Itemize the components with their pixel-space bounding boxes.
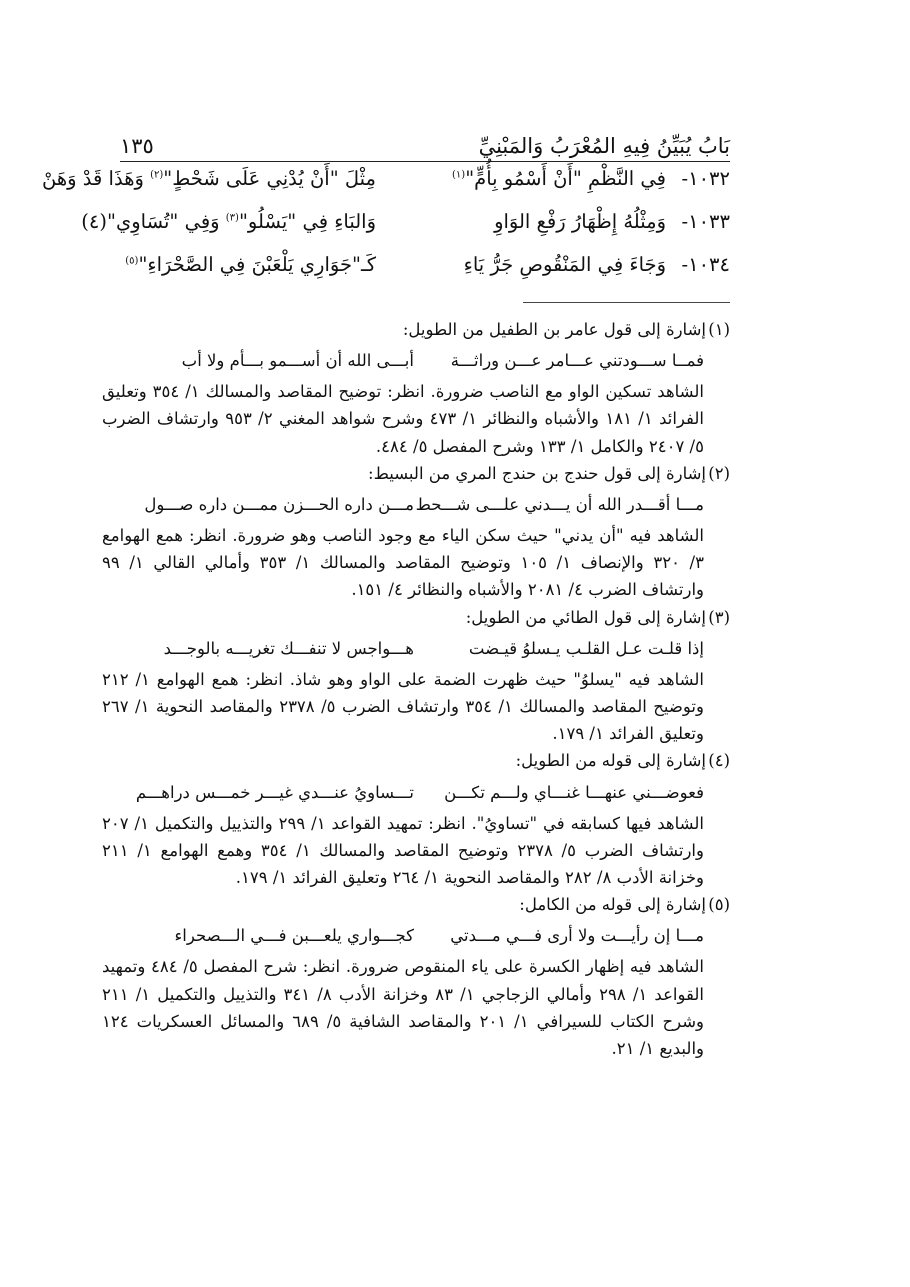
footnote-poem: فمــا ســـودتني عـــامر عـــن وراثـــة أبـــى الله أن أســـمو بـــأم ولا أب <box>181 351 704 371</box>
footnote-intro: إشارة إلى قول عامر بن الطفيل من الطويل: <box>402 320 706 339</box>
footnote <box>102 747 730 891</box>
footnote-text: الشاهد فيه "أن يدني" حيث سكن الياء مع وجود الناصب وهو ضرورة. انظر: همع الهوامع ٣/ ٣٢٠ والإنصاف ١/ ١٠٥ وتوضيح المقاصد والمسالك ١/ ٣٥٣ وأمالي القالي ١/ ٩٩ وارتشاف الضرب ٤/ ٢٠٨١ والأشباه والنظائر ٤/ ١٥١. <box>102 526 704 600</box>
verse-line <box>42 167 730 210</box>
footnote-text: الشاهد فيه إظهار الكسرة على ياء المنقوص ضرورة. انظر: شرح المفصل ٥/ ٤٨٤ وتمهيد القواعد ١/ ٢٩٨ وأمالي الزجاجي ١/ ٨٣ وخزانة الأدب ٨/ ٣٤١ والتذييل والتكميل ١/ ٢١١ وشرح الكتاب للسيرافي ١/ ٢٠١ والمقاصد الشافية ٥/ ٦٨٩ والمسائل العسكريات ١٢٤ والبديع ١/ ٢١. <box>102 957 704 1059</box>
footnote-text: الشاهد فيها كسابقه في "تساويُ". انظر: تمهيد القواعد ١/ ٢٩٩ والتذييل والتكميل ١/ ٢٠٧ وارتشاف الضرب ٥/ ٢٣٧٨ وتوضيح المقاصد والمسالك ١/ ٣٥٤ وهمع الهوامع ١/ ٢١١ وخزانة الأدب ٨/ ٢٨٢ والمقاصد النحوية ١/ ٢٦٤ وتعليق الفرائد ١/ ١٧٩. <box>102 813 704 888</box>
footnote <box>102 460 730 604</box>
footnote-text: الشاهد فيه "يسلوُ" حيث ظهرت الضمة على الواو وهو شاذ. انظر: همع الهوامع ١/ ٢١٢ وتوضيح المقاصد والمسالك ١/ ٣٥٤ وارتشاف الضرب ٥/ ٢٣٧٨ والمقاصد النحوية ١/ ٢٦٧ وتعليق الفرائد ١/ ١٧٩. <box>102 669 704 744</box>
footnote-number: (٣) <box>708 607 730 627</box>
footnote-poem: مـــا إن رأيـــت ولا أرى فـــي مـــدتي كجـــواري يلعـــبن فـــي الـــصحراء <box>174 926 704 946</box>
footnote-poem: فعوضـــني عنهـــا غنـــاي ولـــم تكـــن تـــساويُ عنـــدي غيـــر خمـــس دراهـــم <box>135 782 704 802</box>
footnote-intro: إشارة إلى قوله من الطويل: <box>515 751 706 771</box>
footnote-intro: إشارة إلى قول حندج بن حندج المري من البسيط: <box>368 463 706 483</box>
footnote-number: (٥) <box>708 895 730 915</box>
verse-block <box>42 167 730 296</box>
footnotes <box>102 316 730 1062</box>
verse-number: ١٠٣٣- <box>681 210 730 233</box>
verse-number: ١٠٣٢- <box>681 167 730 190</box>
footnote-ref: (٥) <box>125 255 139 267</box>
footnote-number: (١) <box>708 320 730 339</box>
first-hemistich: وَمِثْلُهُ إِظْهَارُ رَفْعِ الوَاوِ <box>494 210 666 233</box>
footnote-intro: إشارة إلى قوله من الكامل: <box>519 895 706 915</box>
footnote-text: الشاهد تسكين الواو مع الناصب ضرورة. انظر: توضيح المقاصد والمسالك ١/ ٣٥٤ وتعليق الفرائد ١/ ١٨١ والأشباه والنظائر ١/ ٤٧٣ وشرح شواهد المغني ٢/ ٩٥٣ وارتشاف الضرب ٥/ ٢٤٠٧ والكامل ١/ ١٣٣ وشرح المفصل ٥/ ٤٨٤. <box>102 382 704 456</box>
page-number: ١٣٥ <box>120 134 154 158</box>
second-hemistich: كَـ"جَوَارِي يَلْعَبْنَ فِي الصَّحْرَاءِ"$^{(٥)}$ <box>125 253 376 276</box>
footnote-separator <box>523 302 730 303</box>
footnote-ref: (٢) <box>150 169 164 181</box>
verse-line <box>81 210 730 253</box>
verse-line <box>120 253 730 296</box>
footnote-number: (٢) <box>708 463 730 483</box>
second-hemistich: مِثْلَ "أَنْ يُدْنِي عَلَى شَحْطٍ"$^{(٢)}$ وَهَذَا قَدْ وَهَنْ <box>42 167 376 190</box>
footnote <box>102 604 730 748</box>
footnote-number: (٤) <box>708 751 730 771</box>
chapter-title: بَابُ يُبَيِّنُ فِيهِ المُعْرَبُ وَالمَبْنِيِّ <box>478 134 730 158</box>
footnote <box>102 316 730 460</box>
second-hemistich: وَالبَاءِ فِي "يَسْلُو"$^{(٣)}$ وَفِي "تُسَاوِي"(٤) <box>81 210 376 233</box>
footnote-poem: مـــا أقـــدر الله أن يـــدني علـــى شـــحط مـــن داره الحـــزن ممـــن داره صـــول <box>144 494 704 514</box>
footnote-intro: إشارة إلى قول الطائي من الطويل: <box>465 607 706 627</box>
footnote-poem: إذا قلـت عـل القلـب يـسلوُ قيـضت هـــواجس لا تنفـــك تغريـــه بالوجـــد <box>163 638 704 658</box>
footnote-ref: (٣) <box>225 212 239 224</box>
footnote <box>102 891 730 1062</box>
verse-number: ١٠٣٤- <box>681 253 730 276</box>
footnote-ref: (١) <box>452 169 466 181</box>
running-header <box>120 127 730 162</box>
first-hemistich: فِي النَّظْمِ "أَنْ أَسْمُو بِأُمٍّ"$^{(١)}$ <box>452 167 666 190</box>
first-hemistich: وَجَاءَ فِي المَنْقُوصِ جَرُّ يَاءِ <box>463 253 666 276</box>
